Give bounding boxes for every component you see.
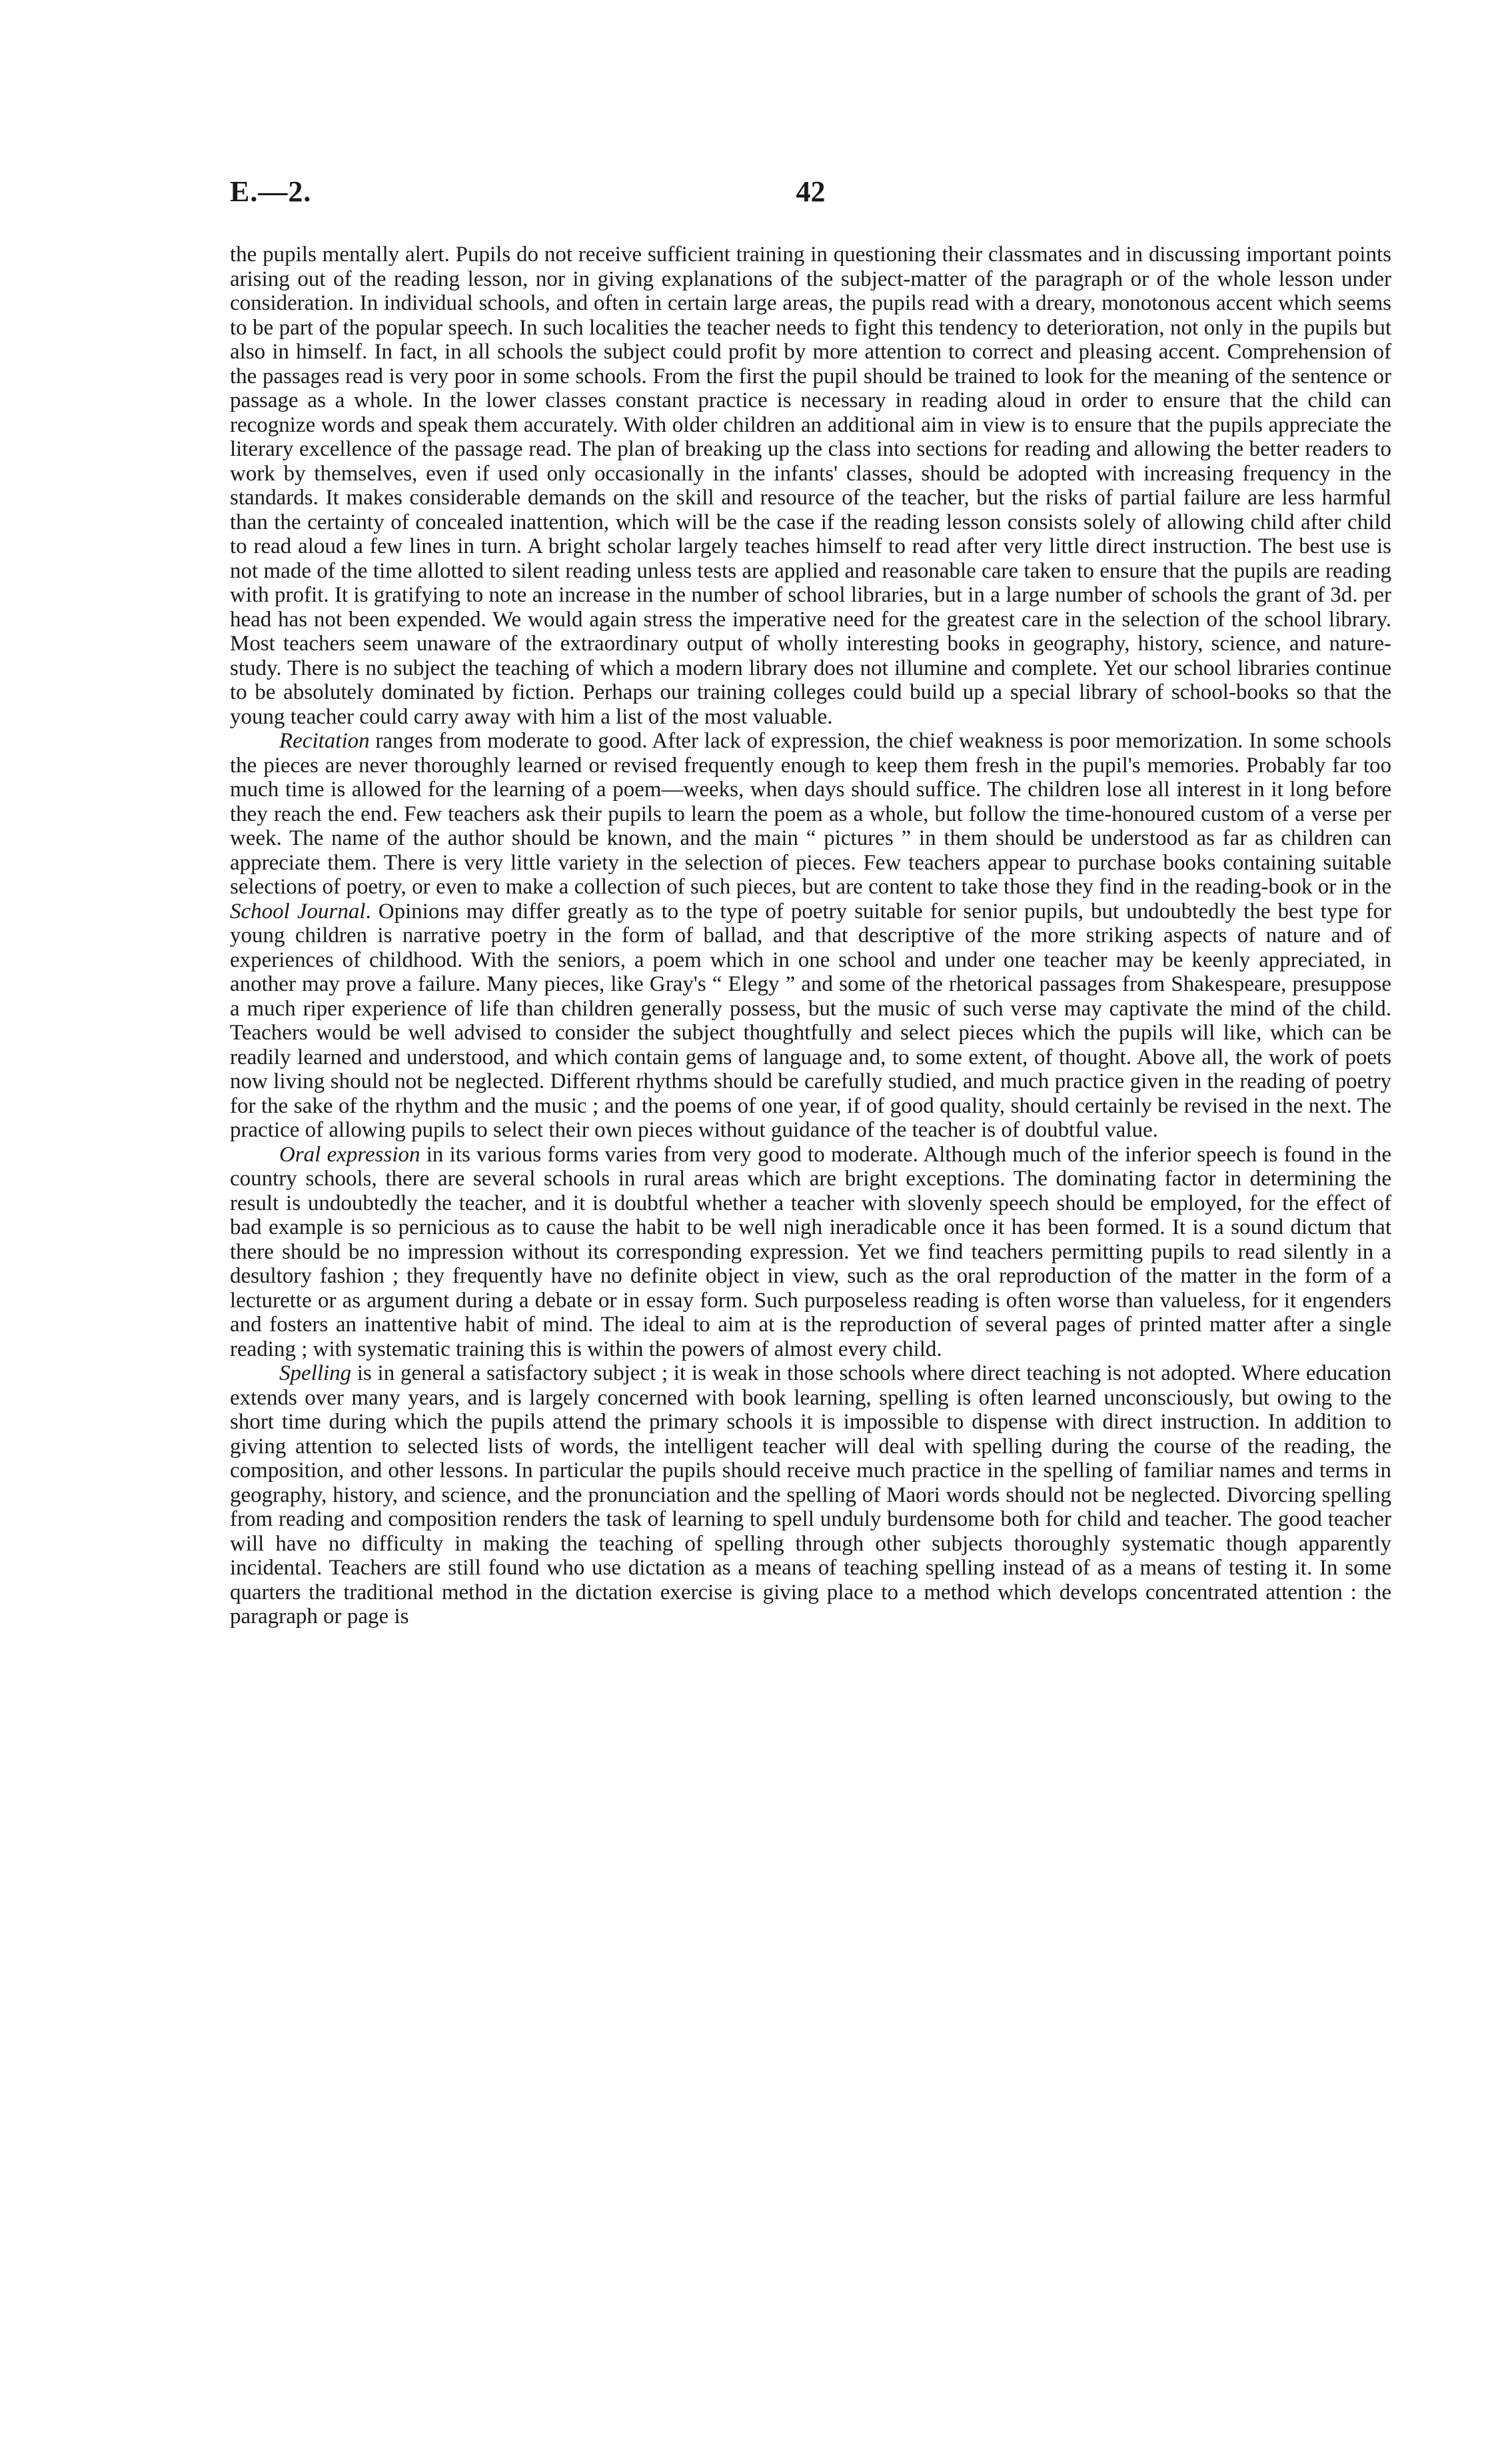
page-header [230, 175, 1391, 215]
publication-title: School Journal [230, 899, 366, 924]
paragraph-text: the pupils mentally alert. Pupils do not receive sufficient training in questioning their classmates and in discussing important points arising out of the reading lesson, nor in giving explanations of the subject-matter of the paragraph or of the whole lesson under consideration. In individual schools, and often in certain large areas, the pupils read with a dreary, monotonous accent which seems to be part of the popular speech. In such localities the teacher needs to fight this tendency to deterioration, not only in the pupils but also in himself. In fact, in all schools the subject could profit by more attention to correct and pleasing accent. Comprehension of the passages read is very poor in some schools. From the first the pupil should be trained to look for the meaning of the sentence or passage as a whole. In the lower classes constant practice is necessary in reading aloud in order to ensure that the child can recognize words and speak them accurately. With older children an additional aim in view is to ensure that the pupils appreciate the literary excellence of the passage read. The plan of breaking up the class into sections for reading and allowing the better readers to work by themselves, even if used only occasionally in the infants' classes, should be adopted with increasing frequency in the standards. It makes considerable demands on the skill and resource of the teacher, but the risks of partial failure are less harmful than the certainty of concealed inattention, which will be the case if the reading lesson consists solely of allowing child after child to read aloud a few lines in turn. A bright scholar largely teaches himself to read after very little direct instruction. The best use is not made of the time allotted to silent reading unless tests are applied and reasonable care taken to ensure that the pupils are reading with profit. It is gratifying to note an increase in the number of school libraries, but in a large number of schools the grant of 3d. per head has not been expended. We would again stress the imperative need for the greatest care in the selection of the school library. Most teachers seem unaware of the extraordinary output of wholly interesting books in geography, history, science, and nature-study. There is no subject the teaching of which a modern library does not illumine and complete. Yet our school libraries continue to be absolutely dominated by fiction. Perhaps our training colleges could build up a special library of school-books so that the young teacher could carry away with him a list of the most valuable. [230, 243, 1391, 729]
document-reference: E.—2. [230, 175, 312, 208]
paragraph-text: in its various forms varies from very good to moderate. Although much of the inferior speech is found in the country schools, there are several schools in rural areas which are bright exceptions. The dominating factor in determining the result is undoubtedly the teacher, and it is doubtful whether a teacher with slovenly speech should be employed, for the effect of bad example is so pernicious as to cause the habit to be well nigh ineradicable once it has been formed. It is a sound dictum that there should be no impression without its corresponding expression. Yet we find teachers permitting pupils to read silently in a desultory fashion ; they frequently have no definite object in view, such as the oral reproduction of the matter in the form of a lecturette or as argument during a debate or in essay form. Such purposeless reading is often worse than valueless, for it engenders and fosters an inattentive habit of mind. The ideal to aim at is the reproduction of several pages of printed matter after a single reading ; with systematic training this is within the powers of almost every child. [230, 1142, 1391, 1361]
paragraph-reading [230, 243, 1391, 729]
paragraph-recitation [230, 729, 1391, 1143]
paragraph-text-continued: . Opinions may differ greatly as to the type of poetry suitable for senior pupils, but undoubtedly the best type for young children is narrative poetry in the form of ballad, and that descriptive of the more striking aspects of nature and of experiences of childhood. With the seniors, a poem which in one school and under one teacher may be keenly appreciated, in another may prove a failure. Many pieces, like Gray's “ Elegy ” and some of the rhetorical passages from Shakespeare, presuppose a much riper experience of life than children generally possess, but the music of such verse may captivate the mind of the child. Teachers would be well advised to consider the subject thoughtfully and select pieces which the pupils will like, which can be readily learned and understood, and which contain gems of language and, to some extent, of thought. Above all, the work of poets now living should not be neglected. Different rhythms should be carefully studied, and much practice given in the reading of poetry for the sake of the rhythm and the music ; and the poems of one year, if of good quality, should certainly be revised in the next. The practice of allowing pupils to select their own pieces without guidance of the teacher is of doubtful value. [230, 899, 1391, 1142]
paragraph-text: ranges from moderate to good. After lack of expression, the chief weakness is poor memorization. In some schools the pieces are never thoroughly learned or revised frequently enough to keep them fresh in the pupil's memories. Probably far too much time is allowed for the learning of a poem—weeks, when days should suffice. The children lose all interest in it long before they reach the end. Few teachers ask their pupils to learn the poem as a whole, but follow the time-honoured custom of a verse per week. The name of the author should be known, and the main “ pictures ” in them should be understood as far as children can appreciate them. There is very little variety in the selection of pieces. Few teachers appear to purchase books containing suitable selections of poetry, or even to make a collection of such pieces, but are content to take those they find in the reading-book or in the [230, 729, 1391, 899]
paragraph-oral-expression [230, 1143, 1391, 1362]
page-number: 42 [796, 175, 826, 208]
paragraph-lead: Recitation [279, 729, 370, 753]
paragraph-lead: Oral expression [279, 1142, 420, 1167]
paragraph-lead: Spelling [279, 1361, 352, 1385]
paragraph-spelling [230, 1361, 1391, 1629]
report-body [230, 243, 1391, 1629]
paragraph-text: is in general a satisfactory subject ; it is weak in those schools where direct teaching is not adopted. Where education extends over many years, and is largely concerned with book learning, spelling is often learned unconsciously, but owing to the short time during which the pupils attend the primary schools it is impossible to dispense with direct instruction. In addition to giving attention to selected lists of words, the intelligent teacher will deal with spelling during the course of the reading, the composition, and other lessons. In particular the pupils should receive much practice in the spelling of familiar names and terms in geography, history, and science, and the pronunciation and the spelling of Maori words should not be neglected. Divorcing spelling from reading and composition renders the task of learning to spell unduly burdensome both for child and teacher. The good teacher will have no difficulty in making the teaching of spelling through other subjects thoroughly systematic though apparently incidental. Teachers are still found who use dictation as a means of teaching spelling instead of as a means of testing it. In some quarters the traditional method in the dictation exercise is giving place to a method which develops concentrated attention : the paragraph or page is [230, 1361, 1391, 1628]
